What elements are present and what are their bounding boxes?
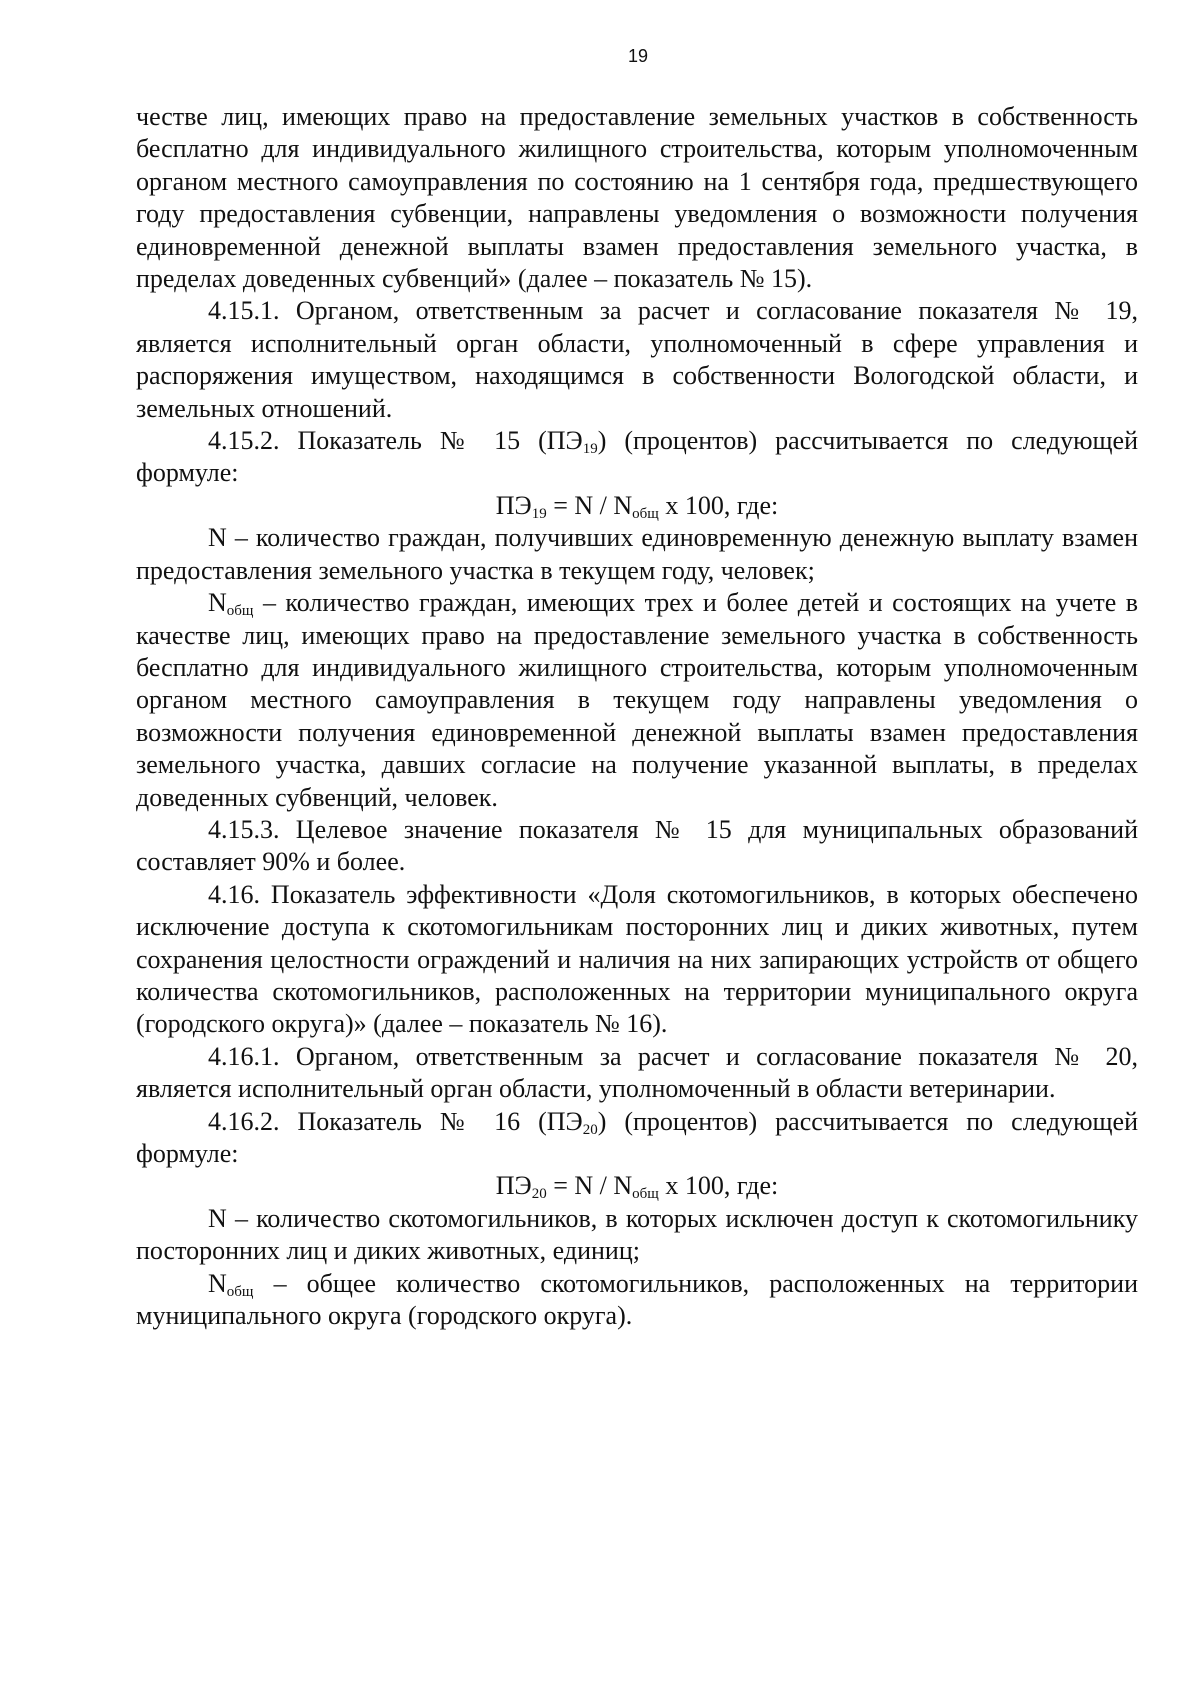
- text-span: ) (процентов) рассчитывается по следующей формуле:: [136, 426, 1138, 488]
- subscript: общ: [226, 603, 254, 620]
- subscript: общ: [632, 505, 659, 522]
- formula-part: x 100, где:: [658, 490, 779, 520]
- formula-part: ПЭ: [495, 1171, 532, 1201]
- text-span: N: [208, 588, 227, 618]
- subscript: 20: [582, 1121, 598, 1138]
- paragraph-4-15-2: [136, 425, 1138, 490]
- definition-n-2: N – количество скотомогильников, в которых исключен доступ к скотомогильнику посторонних лиц и диких животных, единиц;: [136, 1203, 1138, 1266]
- formula-part: x 100, где:: [658, 1171, 779, 1201]
- subscript: общ: [226, 1283, 254, 1300]
- subscript: 19: [531, 505, 547, 522]
- definition-n: N – количество граждан, получивших единовременную денежную выплату взамен предоставления земельного участка в текущем году, человек;: [136, 523, 1138, 585]
- subscript: общ: [632, 1186, 659, 1203]
- text-span: 4.15.2. Показатель № 15 (ПЭ: [208, 426, 583, 456]
- formula-part: ПЭ: [495, 490, 532, 520]
- text-span: N: [208, 1268, 227, 1298]
- formula-part: = N / N: [546, 1171, 633, 1201]
- text-span: ) (процентов) рассчитывается по следующей формуле:: [136, 1106, 1138, 1168]
- document-body: [136, 101, 1138, 1332]
- paragraph-4-16-1: 4.16.1. Органом, ответственным за расчет и согласование показателя № 20, является исполнительный орган области, уполномоченный в области ветеринарии.: [136, 1041, 1138, 1104]
- subscript: 19: [582, 441, 598, 458]
- paragraph-continuation: честве лиц, имеющих право на предоставление земельных участков в собственность бесплатно для индивидуального жилищного строительства, которым уполномоченным органом местного самоуправления по состоянию на 1 сентября года, предшествующего году предоставления субвенции, направлены уведомления о возможности получения единовременной денежной выплаты взамен предоставления земельного участка, в пределах доведенных субвенций» (далее – показатель № 15).: [136, 102, 1138, 294]
- formula-pe19: [136, 490, 1138, 522]
- paragraph-4-15-1: 4.15.1. Органом, ответственным за расчет и согласование показателя № 19, является исполнительный орган области, уполномоченный в сфере управления и распоряжения имуществом, находящимся в собственности Вологодской области, и земельных отношений.: [136, 296, 1138, 423]
- text-span: – общее количество скотомогильников, расположенных на территории муниципального округа (городского округа).: [136, 1268, 1138, 1331]
- paragraph-4-16: 4.16. Показатель эффективности «Доля скотомогильников, в которых обеспечено исключение доступа к скотомогильникам посторонних лиц и диких животных, путем сохранения целостности ограждений и наличия на них запирающих устройств от общего количества скотомогильников, расположенных на территории муниципального округа (городского округа)» (далее – показатель № 16).: [136, 879, 1138, 1039]
- definition-n-total-2: [136, 1268, 1138, 1333]
- text-span: 4.16.2. Показатель № 16 (ПЭ: [208, 1106, 583, 1136]
- page-number: 19: [627, 46, 649, 66]
- paragraph-4-15-3: 4.15.3. Целевое значение показателя № 15 для муниципальных образований составляет 90% и более.: [136, 814, 1138, 877]
- subscript: 20: [531, 1186, 547, 1203]
- definition-n-total: [136, 587, 1138, 814]
- formula-part: = N / N: [546, 490, 633, 520]
- text-span: – количество граждан, имеющих трех и более детей и состоящих на учете в качестве лиц, имеющих право на предоставление земельного участка в собственность бесплатно для индивидуального жилищного строительства, которым уполномоченным органом местного самоуправления в текущем году направлены уведомления о возможности получения единовременной денежной выплаты взамен предоставления земельного участка, давших согласие на получение указанной выплаты, в пределах доведенных субвенций, человек.: [136, 588, 1138, 812]
- paragraph-4-16-2: [136, 1106, 1138, 1171]
- formula-pe20: [136, 1170, 1138, 1202]
